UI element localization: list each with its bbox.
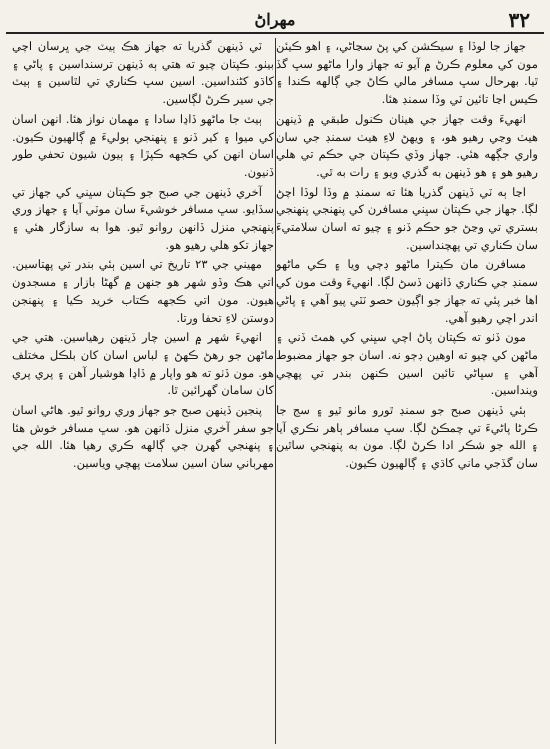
running-title: مهراڻ	[254, 10, 296, 29]
text-column-right	[276, 38, 538, 746]
paragraph: مسافرن مان ڪيترا ماڻهو ڊڄي ويا ۽ ڪي ماڻهو سمنڊ جي ڪناري ڏانهن ڏسڻ لڳا. انهيءَ وقت مون کي اها خبر پئي ته جهاز جو اڳيون حصو ٽٽي پيو آهي ۽ پاڻي اندر اچي رهيو آهي.	[276, 257, 538, 325]
text-column-left	[12, 38, 274, 746]
paragraph: پنجين ڏينهن صبح جو جهاز وري روانو ٿيو. هاڻي اسان جو سفر آخري منزل ڏانهن هو. سڀ مسافر خوش هئا ۽ پنهنجي گهرن جي ڳالهه ڪري رهيا هئا. الله جي مهرباني سان اسين سلامت پهچي وياسين.	[12, 403, 274, 471]
paragraph: جهاز جا لوڏا ۽ سيڪشن کي پڻ سڃاڻي، ۽ اهو ڪيئن مون کي معلوم ڪرڻ ۾ آيو ته جهاز وارا ماڻهو سڀ گڏ ٿيا. بهرحال سڀ مسافر مالي ڪاڻ جي ڳالهه ڪندا ۽ ڪيس اڃا تائين ٽي وڏا سمنڊ هئا.	[276, 39, 538, 107]
paragraph: آخري ڏينهن جي صبح جو ڪپتان سڀني کي جهاز تي سڏايو. سڀ مسافر خوشيءَ سان موٽي آيا ۽ جهاز وري پنهنجي منزل ڏانهن روانو ٿيو. هوا به سازگار هئي ۽ جهاز تکو هلي رهيو هو.	[12, 184, 274, 252]
paragraph: ٻيٽ جا ماڻهو ڏاڍا سادا ۽ مهمان نواز هئا. انهن اسان کي ميوا ۽ کير ڏنو ۽ پنهنجي ٻوليءَ ۾ ڳالهيون ڪيون. اسان انهن کي ڪجهه ڪپڙا ۽ ٻيون شيون تحفي طور ڏنيون.	[12, 111, 274, 179]
paragraph: ٽي ڏينهن گذريا ته جهاز هڪ ٻيٽ جي ڀرسان اچي بيٺو. ڪپتان چيو ته هتي ٻه ڏينهن ترسنداسين ۽ پاڻي ۽ کاڌو کڻنداسين. اسين سڀ ڪناري تي لٿاسين ۽ ٻيٽ جي سير ڪرڻ لڳاسين.	[12, 39, 274, 107]
paragraph: مون ڏٺو ته ڪپتان پاڻ اچي سڀني کي همٿ ڏني ۽ ماڻهن کي چيو ته اوهين ڊڄو نه. اسان جو جهاز مضبوط آهي ۽ سڀاڻي تائين اسين ڪنهن بندر تي پهچي وينداسين.	[276, 330, 538, 398]
paragraph: انهيءَ شهر ۾ اسين چار ڏينهن رهياسين. هتي جي ماڻهن جو رهڻ ڪهڻ ۽ لباس اسان کان بلڪل مختلف هو. مون ڏٺو ته هو واپار ۾ ڏاڍا هوشيار آهن ۽ پري پري کان سامان گهرائين ٿا.	[12, 330, 274, 398]
column-divider	[275, 38, 276, 744]
paragraph: مهيني جي ٢٣ تاريخ تي اسين ٻئي بندر تي پهتاسين. اتي هڪ وڏو شهر هو جنهن ۾ گهڻا بازار ۽ مسجدون هيون. مون اتي ڪجهه ڪتاب خريد ڪيا ۽ پنهنجن دوستن لاءِ تحفا ورتا.	[12, 257, 274, 325]
paragraph: اڃا ٻه ٽي ڏينهن گذريا هئا ته سمنڊ ۾ وڏا لوڏا اچڻ لڳا. جهاز جي ڪپتان سڀني مسافرن کي پنهنجي پنهنجي بستري تي وڃڻ جو حڪم ڏنو ۽ چيو ته اسان سلامتيءَ سان ڪناري تي پهچنداسين.	[276, 184, 538, 252]
header-rule	[6, 32, 544, 34]
page-number: ٣٢	[508, 8, 530, 32]
paragraph: انهيءَ وقت جهاز جي هيٺان ڪنول طبقي ۾ ڏينهن هيٺ وڃي رهيو هو، ۽ ويهڻ لاءِ هيٺ سمنڊ جي سان واري جڳهه هئي. جهاز وڏي ڪپتان جي حڪم تي هلي رهيو هو ۽ هو ڏينهن به گذري ويو ۽ رات به ٿي.	[276, 111, 538, 179]
paragraph: ٻئي ڏينهن صبح جو سمنڊ ٿورو ماٺو ٿيو ۽ سج جا ڪرڻا پاڻيءَ تي چمڪڻ لڳا. سڀ مسافر ٻاهر نڪري آيا ۽ الله جو شڪر ادا ڪرڻ لڳا. مون به پنهنجي ساٿين سان گڏجي ماني کاڌي ۽ ڳالهيون ڪيون.	[276, 403, 538, 471]
